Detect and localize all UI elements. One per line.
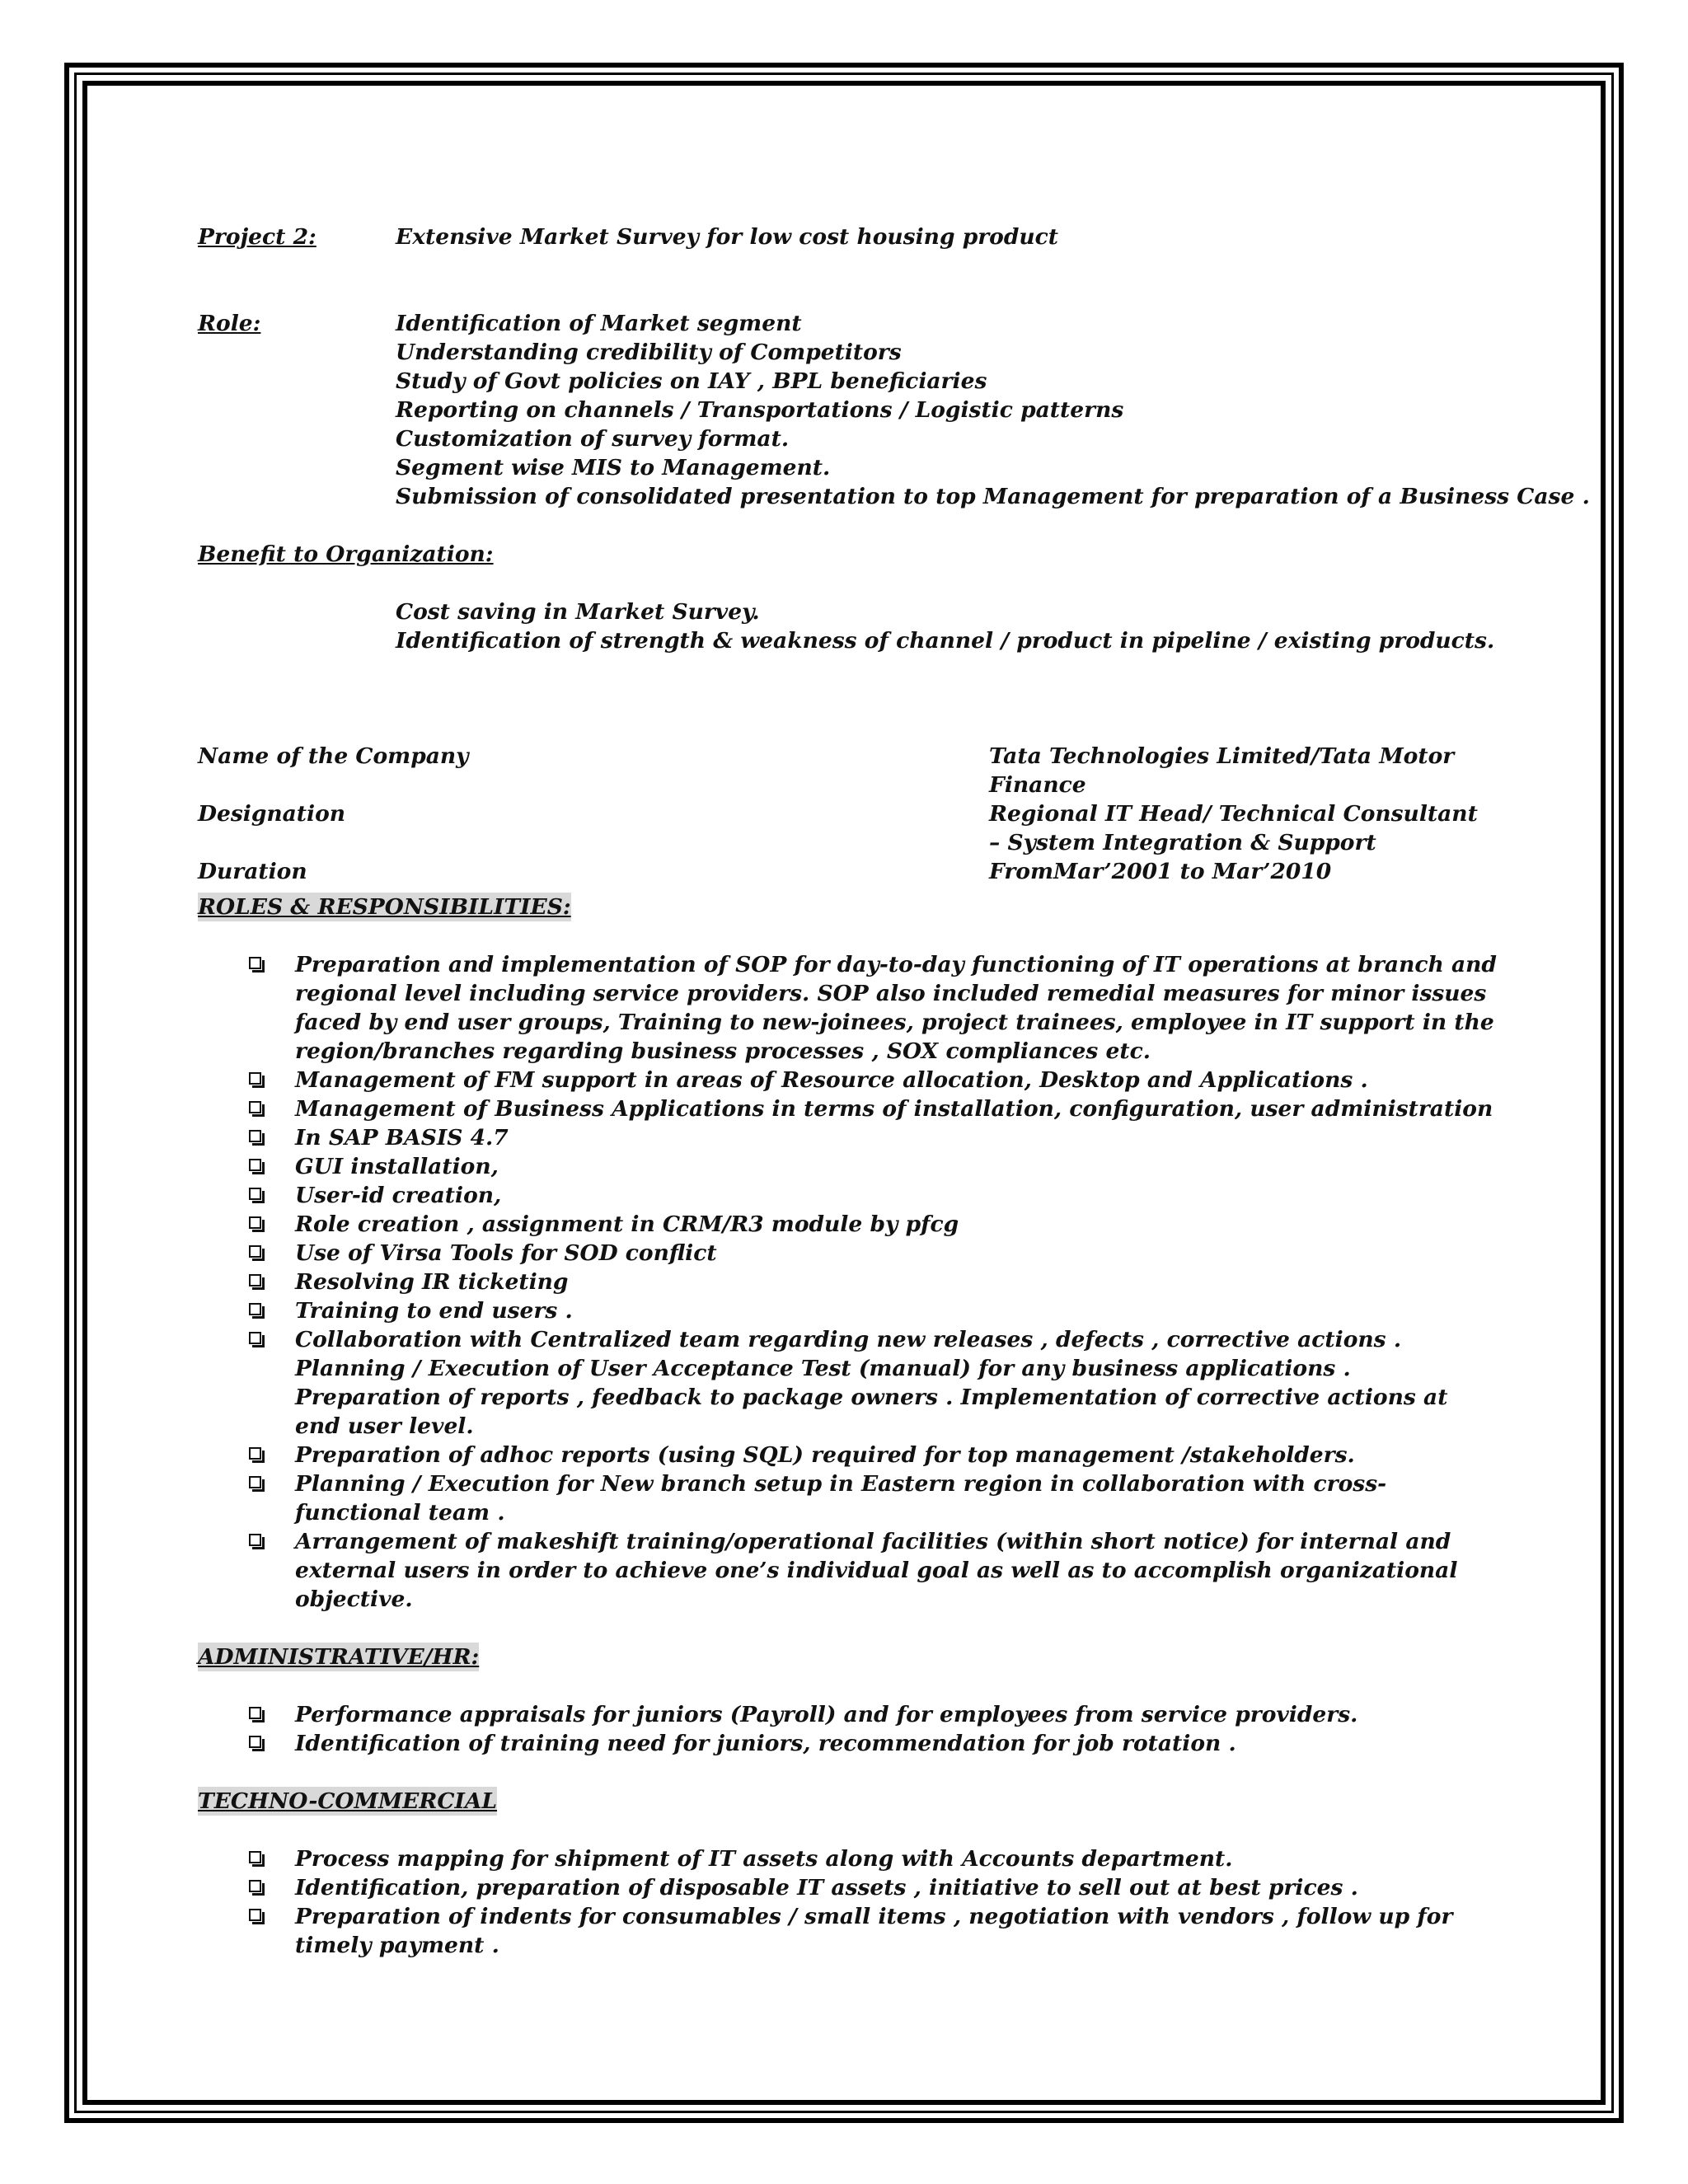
role-section bbox=[198, 309, 1590, 511]
list-item: Management of Business Applications in terms of installation, configuration, user administration bbox=[249, 1094, 1500, 1123]
checkbox-bullet-icon bbox=[249, 1447, 261, 1460]
role-item: Study of Govt policies on IAY , BPL beneficiaries bbox=[396, 368, 987, 394]
checkbox-bullet-icon bbox=[249, 1909, 261, 1921]
checkbox-bullet-icon bbox=[249, 1851, 261, 1863]
designation-value: Regional IT Head/ Technical Consultant – System Integration & Support bbox=[989, 801, 1478, 855]
project-row bbox=[198, 223, 1500, 251]
checkbox-bullet-icon bbox=[249, 1159, 261, 1171]
role-item: Segment wise MIS to Management. bbox=[396, 455, 831, 480]
checkbox-bullet-icon bbox=[249, 1880, 261, 1892]
list-item: Management of FM support in areas of Resource allocation, Desktop and Applications . bbox=[249, 1066, 1500, 1094]
list-item: Preparation and implementation of SOP for day-to-day functioning of IT operations at branch and regional level including service providers. SOP also included remedial measures for minor issues faced by end user groups, Training to new-joinees, project trainees, employee in IT support in the region/branches regarding business processes , SOX compliances etc. bbox=[249, 950, 1500, 1066]
role-item: Customization of survey format. bbox=[396, 426, 790, 452]
techno-commercial-list bbox=[198, 1844, 1500, 1960]
benefit-section bbox=[198, 598, 1500, 655]
list-item: Collaboration with Centralized team regarding new releases , defects , corrective actions . Planning / Execution of User Acceptance Test (manual) for any business applications . Preparation of reports , feedback to package owners . Implementation of corrective actions at end user level. bbox=[249, 1325, 1500, 1441]
list-item: Training to end users . bbox=[249, 1296, 1500, 1325]
list-item: User-id creation, bbox=[249, 1181, 1500, 1210]
list-item: Identification, preparation of disposable IT assets , initiative to sell out at best prices . bbox=[249, 1873, 1500, 1902]
roles-list bbox=[198, 950, 1500, 1614]
duration-row bbox=[198, 857, 1500, 886]
checkbox-bullet-icon bbox=[249, 1476, 261, 1488]
checkbox-bullet-icon bbox=[249, 1736, 261, 1748]
checkbox-bullet-icon bbox=[249, 1274, 261, 1286]
checkbox-bullet-icon bbox=[249, 1534, 261, 1546]
roles-heading: ROLES & RESPONSIBILITIES: bbox=[198, 894, 571, 920]
designation-row bbox=[198, 799, 1500, 857]
role-item: Reporting on channels / Transportations / Logistic patterns bbox=[396, 397, 1124, 423]
list-item: Use of Virsa Tools for SOD conflict bbox=[249, 1239, 1500, 1268]
list-item: Resolving IR ticketing bbox=[249, 1268, 1500, 1296]
checkbox-bullet-icon bbox=[249, 1707, 261, 1719]
project-label: Project 2: bbox=[198, 224, 316, 250]
role-list bbox=[396, 309, 1590, 511]
duration-label: Duration bbox=[198, 859, 307, 884]
company-name-value: Tata Technologies Limited/Tata Motor Finance bbox=[989, 743, 1455, 798]
checkbox-bullet-icon bbox=[249, 957, 261, 969]
list-item: In SAP BASIS 4.7 bbox=[249, 1123, 1500, 1152]
list-item: Identification of training need for juniors, recommendation for job rotation . bbox=[249, 1729, 1500, 1758]
administrative-list bbox=[198, 1700, 1500, 1758]
resume-page bbox=[198, 223, 1590, 1960]
techno-commercial-heading: TECHNO-COMMERCIAL bbox=[198, 1788, 498, 1814]
company-name-row bbox=[198, 742, 1500, 799]
checkbox-bullet-icon bbox=[249, 1303, 261, 1315]
administrative-heading: ADMINISTRATIVE/HR: bbox=[198, 1644, 480, 1670]
benefit-item: Cost saving in Market Survey. bbox=[396, 599, 760, 625]
list-item: Arrangement of makeshift training/operational facilities (within short notice) for internal and external users in order to achieve one’s individual goal as well as to accomplish organizational objective. bbox=[249, 1527, 1500, 1614]
role-label: Role: bbox=[198, 311, 261, 336]
company-name-label: Name of the Company bbox=[198, 743, 469, 769]
benefit-list bbox=[396, 598, 1500, 655]
list-item: Planning / Execution for New branch setup in Eastern region in collaboration with cross-functional team . bbox=[249, 1469, 1500, 1527]
project-title: Extensive Market Survey for low cost housing product bbox=[396, 224, 1059, 250]
checkbox-bullet-icon bbox=[249, 1072, 261, 1085]
role-item: Submission of consolidated presentation to top Management for preparation of a Business Case . bbox=[396, 484, 1590, 509]
checkbox-bullet-icon bbox=[249, 1130, 261, 1142]
designation-label: Designation bbox=[198, 801, 346, 827]
list-item: Preparation of adhoc reports (using SQL) required for top management /stakeholders. bbox=[249, 1441, 1500, 1469]
checkbox-bullet-icon bbox=[249, 1216, 261, 1229]
benefit-item: Identification of strength & weakness of channel / product in pipeline / existing products. bbox=[396, 628, 1495, 654]
checkbox-bullet-icon bbox=[249, 1188, 261, 1200]
role-item: Understanding credibility of Competitors bbox=[396, 340, 902, 365]
role-item: Identification of Market segment bbox=[396, 311, 802, 336]
list-item: Preparation of indents for consumables / small items , negotiation with vendors , follow up for timely payment . bbox=[249, 1902, 1500, 1960]
duration-value: FromMar’2001 to Mar’2010 bbox=[989, 859, 1332, 884]
list-item: GUI installation, bbox=[249, 1152, 1500, 1181]
list-item: Role creation , assignment in CRM/R3 module by pfcg bbox=[249, 1210, 1500, 1239]
checkbox-bullet-icon bbox=[249, 1101, 261, 1113]
list-item: Performance appraisals for juniors (Payroll) and for employees from service providers. bbox=[249, 1700, 1500, 1729]
checkbox-bullet-icon bbox=[249, 1245, 261, 1258]
list-item: Process mapping for shipment of IT assets along with Accounts department. bbox=[249, 1844, 1500, 1873]
checkbox-bullet-icon bbox=[249, 1332, 261, 1344]
benefit-label: Benefit to Organization: bbox=[198, 541, 494, 567]
